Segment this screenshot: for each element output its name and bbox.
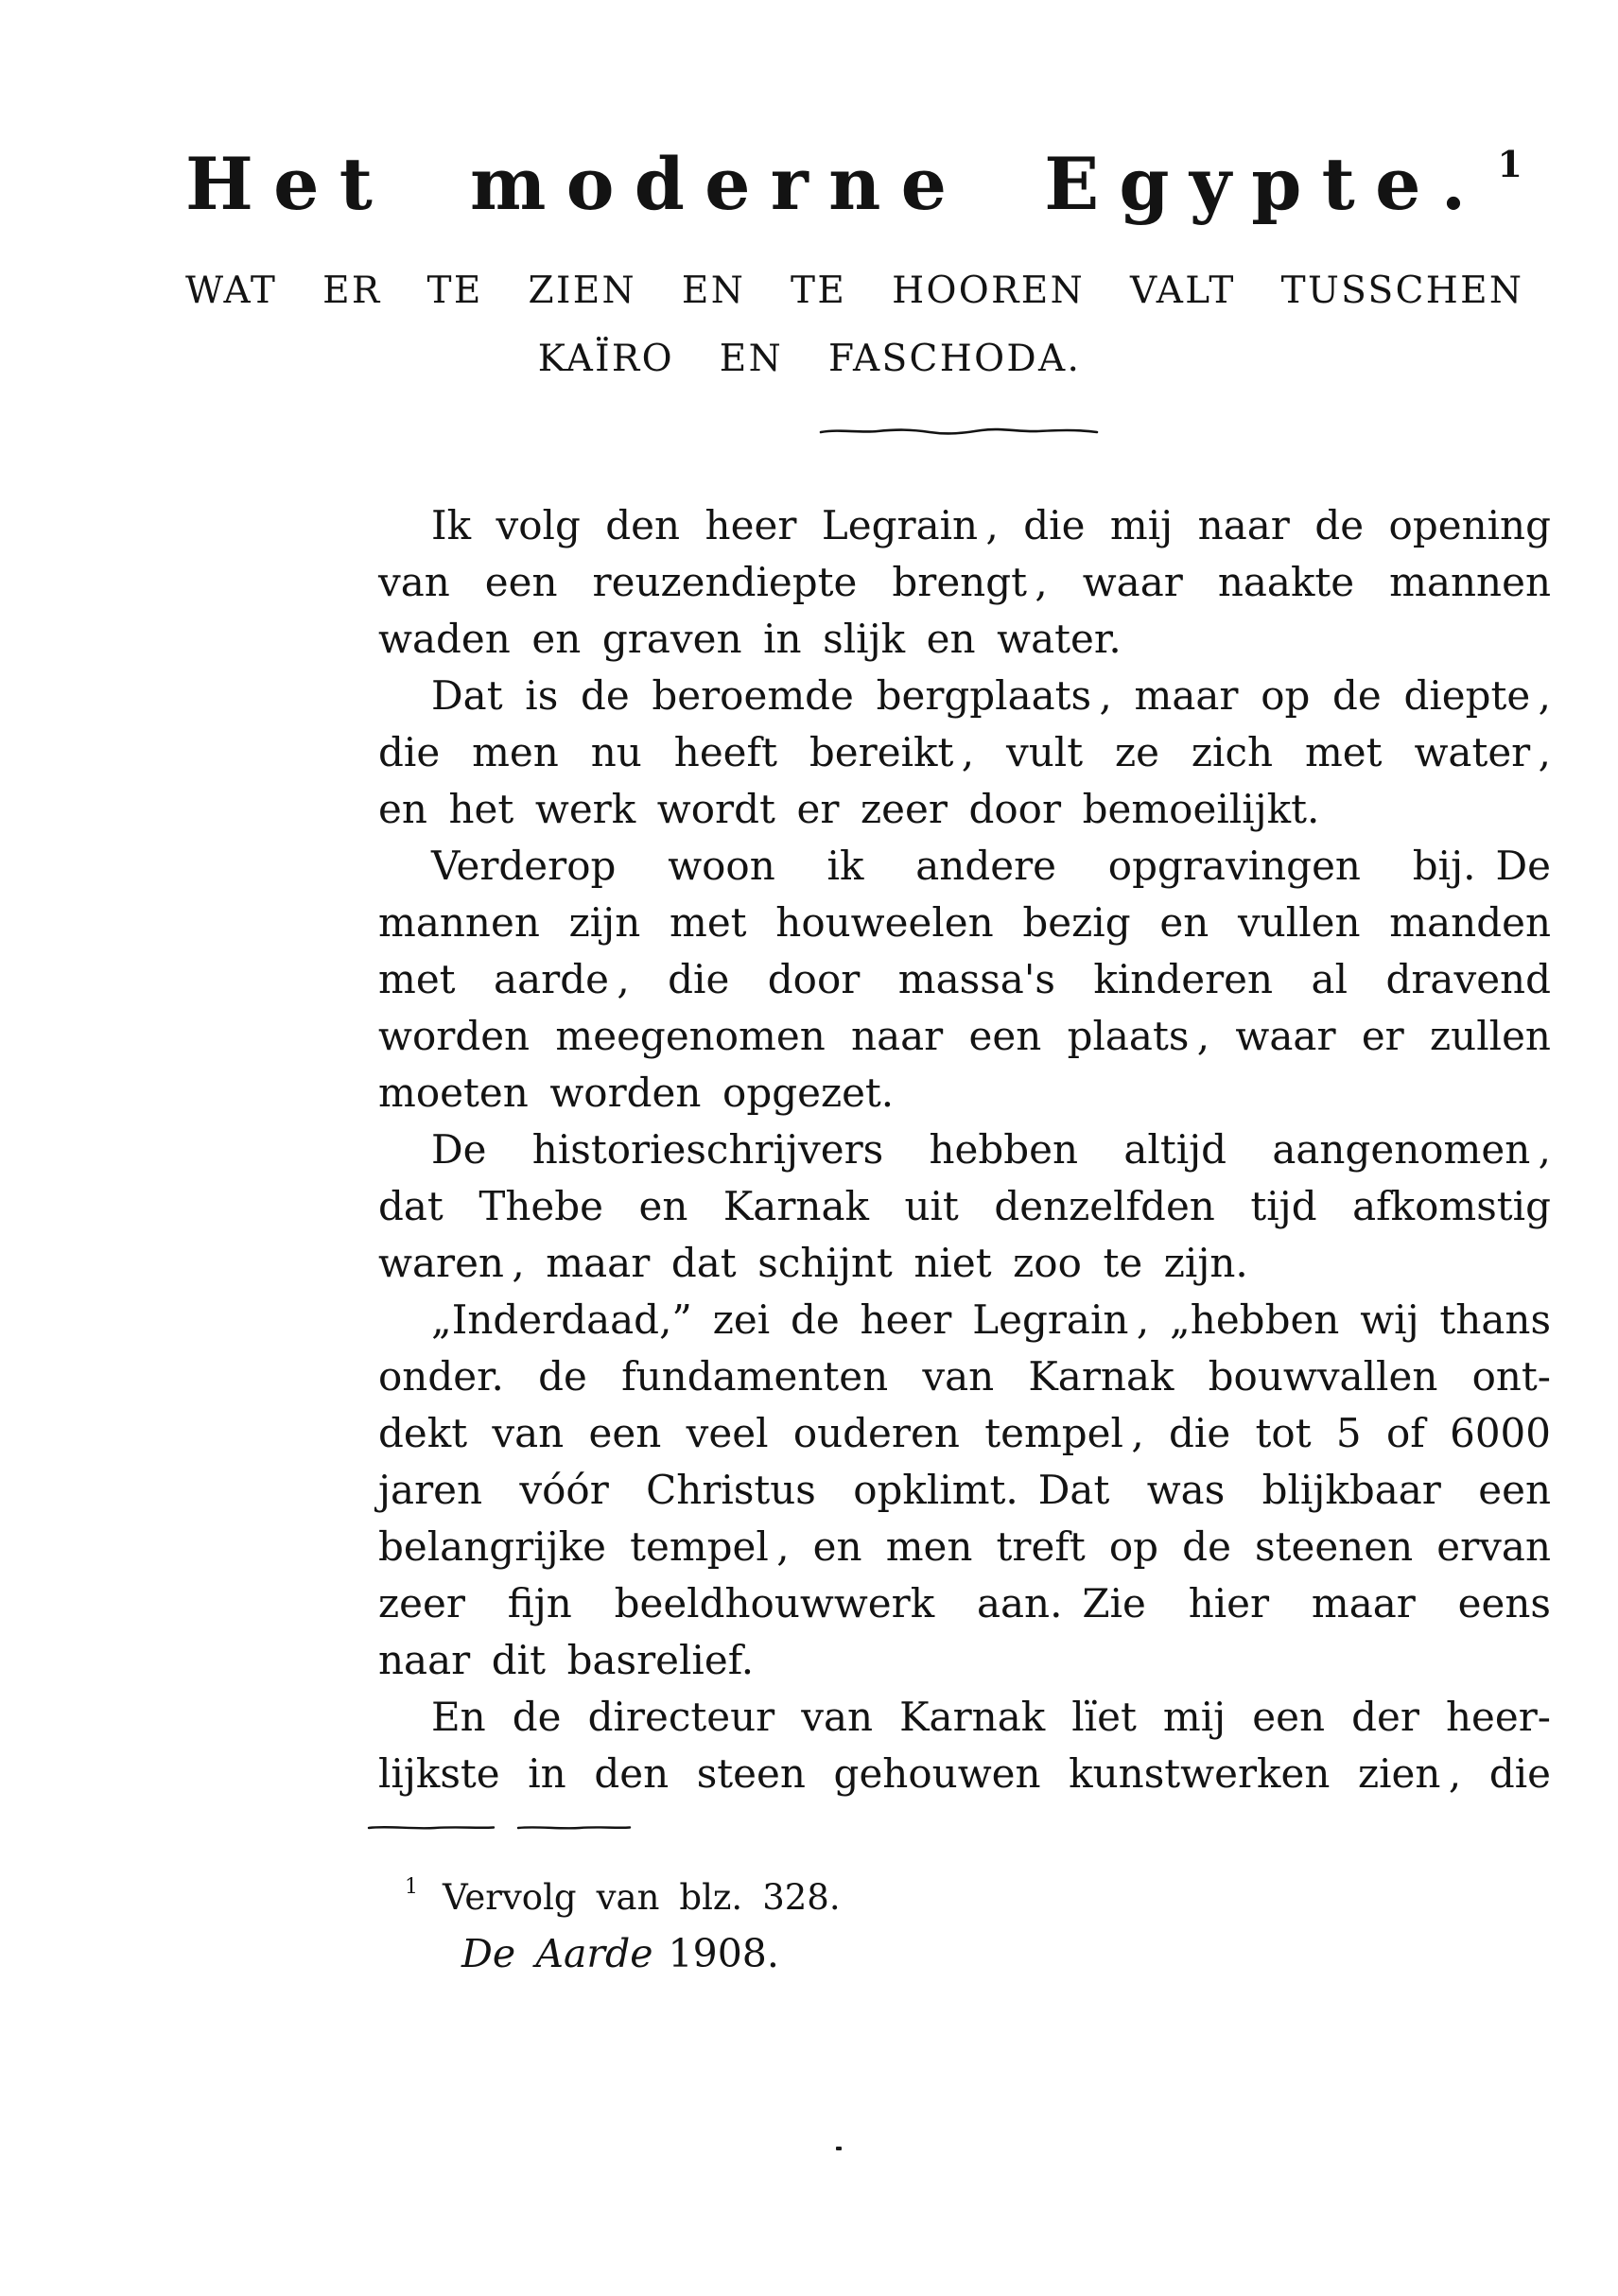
page-subtitle — [185, 257, 1524, 393]
paragraph — [378, 497, 1551, 668]
text-line: waden en graven in slijk en water. — [378, 616, 1122, 662]
title-text: Het moderne Egypte. — [185, 142, 1487, 226]
footnote-divider — [367, 1823, 634, 1833]
text-line: Dat is de beroemde bergplaats , maar op de diepte , — [431, 672, 1551, 719]
text-line: en het werk wordt er zeer door bemoeilijkt. — [378, 786, 1320, 832]
text-line: zeer fijn beeldhouwwerk aan. Zie hier maar eens — [378, 1580, 1551, 1626]
subtitle-line-1: WAT ER TE ZIEN EN TE HOOREN VALT TUSSCHEN — [185, 270, 1524, 312]
page-title — [185, 142, 1522, 226]
paragraph — [378, 1122, 1551, 1292]
text-line: jaren vóór Christus opklimt. Dat was blijkbaar een — [378, 1467, 1551, 1513]
footnote-marker: 1 — [405, 1875, 418, 1899]
section-divider — [819, 426, 1099, 437]
text-line: moeten worden opgezet. — [378, 1070, 895, 1116]
footnote — [378, 1865, 1551, 1921]
paragraph — [378, 668, 1551, 838]
text-line: De historieschrijvers hebben altijd aangenomen , — [431, 1126, 1551, 1173]
paragraph — [378, 1689, 1551, 1802]
paragraph — [378, 1292, 1551, 1689]
text-line: Verderop woon ik andere opgravingen bij. De — [431, 843, 1551, 889]
footnote-text: Vervolg van blz. 328. — [443, 1877, 841, 1918]
article-body — [378, 497, 1551, 1802]
text-line: die men nu heeft bereikt , vult ze zich met water , — [378, 729, 1551, 775]
text-line: naar dit basrelief. — [378, 1637, 755, 1683]
text-line: Ik volg den heer Legrain , die mij naar de opening — [431, 502, 1551, 548]
text-line: met aarde , die door massa's kinderen al dravend — [378, 956, 1551, 1002]
title-footnote-ref: 1 — [1497, 143, 1522, 185]
source-year: 1908. — [668, 1931, 779, 1976]
text-line: dat Thebe en Karnak uit denzelfden tijd afkomstig — [378, 1183, 1551, 1229]
text-line: worden meegenomen naar een plaats , waar er zullen — [378, 1013, 1551, 1059]
text-line: belangrijke tempel , en men treft op de steenen ervan — [378, 1523, 1551, 1570]
paragraph — [378, 838, 1551, 1122]
source-title: De Aarde — [461, 1931, 653, 1976]
text-line: mannen zijn met houweelen bezig en vullen manden — [378, 899, 1551, 946]
text-line: En de directeur van Karnak lïet mij een der heer- — [431, 1694, 1551, 1740]
text-line: dekt van een veel ouderen tempel , die tot 5 of 6000 — [378, 1410, 1551, 1456]
text-line: „Inderdaad,” zei de heer Legrain , „hebben wij thans — [431, 1296, 1551, 1343]
text-line: waren , maar dat schijnt niet zoo te zijn. — [378, 1240, 1248, 1286]
text-line: van een reuzendiepte brengt , waar naakte mannen — [378, 559, 1551, 605]
scan-speck — [836, 2147, 842, 2150]
subtitle-line-2: KAÏRO EN FASCHODA. — [537, 338, 1082, 380]
text-line: onder. de fundamenten van Karnak bouwvallen ont- — [378, 1353, 1551, 1400]
text-line: lijkste in den steen gehouwen kunstwerken zien , die — [378, 1750, 1551, 1797]
source-citation — [378, 1929, 1618, 1978]
